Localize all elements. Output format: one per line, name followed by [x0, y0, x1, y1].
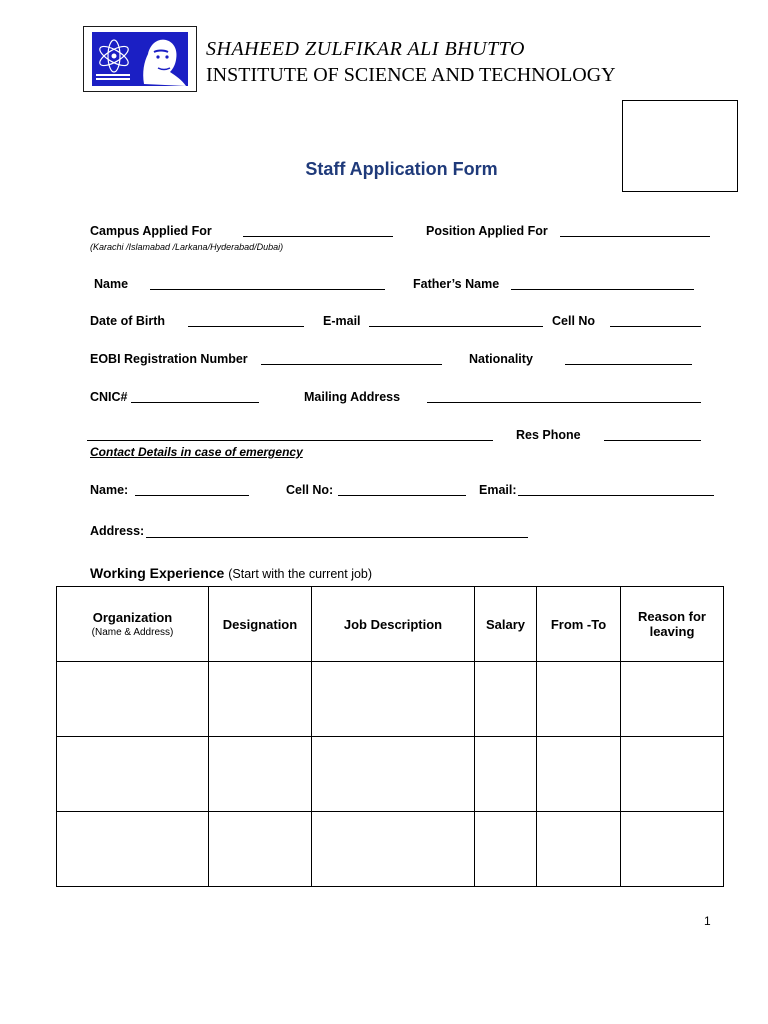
name-field[interactable] — [150, 289, 385, 290]
table-cell[interactable] — [312, 737, 475, 812]
logo-emblem-icon — [92, 32, 188, 86]
emergency-contact-heading: Contact Details in case of emergency — [90, 445, 303, 459]
dob-field[interactable] — [188, 326, 304, 327]
work-experience-table — [56, 586, 724, 887]
column-header-organization — [57, 587, 209, 662]
form-title: Staff Application Form — [305, 159, 498, 179]
mailing-address-field[interactable] — [427, 402, 701, 403]
emergency-cell-field[interactable] — [338, 495, 466, 496]
nationality-field[interactable] — [565, 364, 692, 365]
table-cell[interactable] — [537, 662, 621, 737]
table-cell[interactable] — [621, 662, 724, 737]
campus-options-note: (Karachi /Islamabad /Larkana/Hyderabad/Dubai) — [90, 242, 284, 252]
table-row — [57, 662, 724, 737]
res-phone-label: Res Phone — [516, 428, 581, 442]
table-cell[interactable] — [57, 662, 209, 737]
table-row — [57, 737, 724, 812]
table-cell[interactable] — [621, 737, 724, 812]
table-cell[interactable] — [537, 812, 621, 887]
cell-no-field[interactable] — [610, 326, 701, 327]
eobi-label: EOBI Registration Number — [90, 352, 248, 366]
emergency-name-label: Name: — [90, 483, 129, 497]
table-header-row — [57, 587, 724, 662]
mailing-address-continuation-field[interactable] — [87, 440, 493, 441]
cnic-field[interactable] — [131, 402, 259, 403]
working-experience-subtitle: (Start with the current job) — [228, 567, 373, 581]
table-cell[interactable] — [312, 662, 475, 737]
table-cell[interactable] — [312, 812, 475, 887]
table-cell[interactable] — [57, 812, 209, 887]
table-cell[interactable] — [57, 737, 209, 812]
res-phone-field[interactable] — [604, 440, 701, 441]
organization-header-label: Organization — [92, 610, 173, 625]
emergency-email-field[interactable] — [518, 495, 714, 496]
table-cell[interactable] — [537, 737, 621, 812]
emergency-address-label: Address: — [90, 524, 145, 538]
emergency-address-field[interactable] — [146, 537, 528, 538]
institute-name-line2: INSTITUTE OF SCIENCE AND TECHNOLOGY — [206, 64, 616, 86]
email-label: E-mail — [323, 314, 361, 328]
column-header-reason-for-leaving: Reason for leaving — [621, 587, 724, 662]
page-number: 1 — [704, 914, 711, 928]
fathers-name-label: Father’s Name — [413, 277, 500, 291]
nationality-label: Nationality — [469, 352, 533, 366]
institute-name-line1: SHAHEED ZULFIKAR ALI BHUTTO — [206, 38, 525, 60]
fathers-name-field[interactable] — [511, 289, 694, 290]
working-experience-title: Working Experience — [90, 565, 225, 581]
mailing-address-label: Mailing Address — [304, 390, 401, 404]
working-experience-heading — [90, 565, 372, 581]
cnic-label: CNIC# — [90, 390, 128, 404]
eobi-field[interactable] — [261, 364, 442, 365]
position-applied-field[interactable] — [560, 236, 710, 237]
name-label: Name — [94, 277, 129, 291]
campus-applied-field[interactable] — [243, 236, 393, 237]
table-cell[interactable] — [475, 812, 537, 887]
table-cell[interactable] — [209, 662, 312, 737]
dob-label: Date of Birth — [90, 314, 165, 328]
table-cell[interactable] — [209, 737, 312, 812]
emergency-cell-label: Cell No: — [286, 483, 334, 497]
campus-applied-label: Campus Applied For — [90, 224, 212, 238]
column-header-designation: Designation — [209, 587, 312, 662]
emergency-email-label: Email: — [479, 483, 517, 497]
table-cell[interactable] — [209, 812, 312, 887]
column-header-from-to: From -To — [537, 587, 621, 662]
emergency-name-field[interactable] — [135, 495, 249, 496]
organization-header-note: (Name & Address) — [91, 627, 174, 638]
email-field[interactable] — [369, 326, 543, 327]
table-row — [57, 812, 724, 887]
column-header-job-description: Job Description — [312, 587, 475, 662]
cell-no-label: Cell No — [552, 314, 596, 328]
table-cell[interactable] — [621, 812, 724, 887]
table-cell[interactable] — [475, 737, 537, 812]
column-header-salary: Salary — [475, 587, 537, 662]
position-applied-label: Position Applied For — [426, 224, 548, 238]
table-cell[interactable] — [475, 662, 537, 737]
institute-logo — [83, 26, 197, 92]
